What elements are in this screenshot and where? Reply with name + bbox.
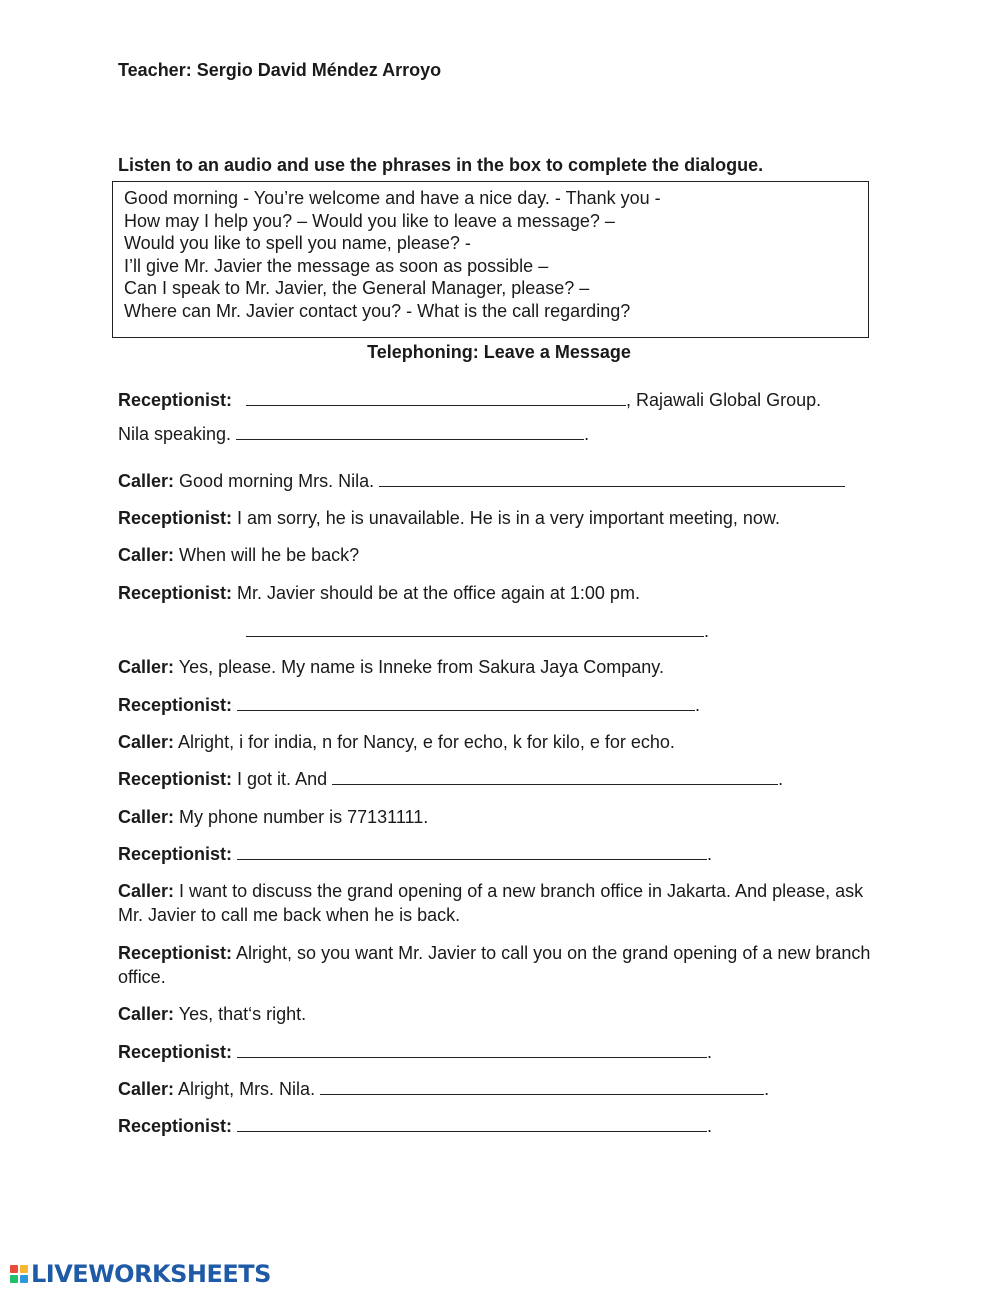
line-text: Yes, that‘s right. (178, 1004, 307, 1024)
answer-blank-10[interactable] (237, 1115, 707, 1132)
phrase-line: Good morning - You’re welcome and have a nice day. - Thank you - (124, 188, 661, 208)
logo-square (10, 1265, 18, 1273)
dialogue-line-11 (118, 768, 783, 790)
line-text: , Rajawali Global Group. (626, 390, 822, 410)
speaker-caller: Caller: (118, 732, 175, 752)
dialogue-line-19 (118, 1115, 712, 1137)
dialogue-line-4 (118, 507, 780, 529)
period: . (707, 1042, 713, 1062)
line-text: I am sorry, he is unavailable. He is in a very important meeting, now. (237, 508, 780, 528)
dialogue-line-1 (118, 389, 821, 411)
answer-blank-9[interactable] (320, 1078, 764, 1095)
instructions: Listen to an audio and use the phrases in the box to complete the dialogue. (118, 155, 764, 175)
teacher-name: Teacher: Sergio David Méndez Arroyo (118, 60, 442, 80)
dialogue-line-12 (118, 806, 428, 828)
answer-blank-4[interactable] (246, 620, 704, 637)
speaker-receptionist: Receptionist: (118, 1116, 233, 1136)
speaker-receptionist: Receptionist: (118, 583, 233, 603)
dialogue-line-7 (246, 620, 709, 642)
speaker-receptionist: Receptionist: (118, 769, 233, 789)
period: . (778, 769, 784, 789)
answer-blank-3[interactable] (379, 470, 845, 487)
line-text: I want to discuss the grand opening of a new branch office in Jakarta. And please, ask Mr. Javier to call me back when he is back. (118, 881, 864, 925)
speaker-receptionist: Receptionist: (118, 695, 233, 715)
phrase-line: How may I help you? – Would you like to leave a message? – (124, 210, 615, 231)
line-text: Alright, so you want Mr. Javier to call you on the grand opening of a new branch office. (118, 943, 871, 987)
phrase-line: Where can Mr. Javier contact you? - What is the call regarding? (124, 300, 631, 321)
line-text: When will he be back? (179, 545, 360, 565)
speaker-receptionist: Receptionist: (118, 844, 233, 864)
dialogue-line-5 (118, 544, 359, 566)
dialogue-line-15 (118, 941, 893, 989)
speaker-caller: Caller: (118, 1079, 175, 1099)
period: . (764, 1079, 770, 1099)
line-text: Yes, please. My name is Inneke from Sakura Jaya Company. (178, 657, 664, 677)
speaker-caller: Caller: (118, 471, 175, 491)
speaker-receptionist: Receptionist: (118, 390, 233, 410)
dialogue-line-10 (118, 731, 675, 753)
dialogue-line-6 (118, 582, 640, 604)
phrase-box (112, 181, 869, 338)
phrase-line: Can I speak to Mr. Javier, the General Manager, please? – (124, 278, 590, 299)
speaker-caller: Caller: (118, 545, 175, 565)
period: . (707, 844, 713, 864)
line-text: Good morning Mrs. Nila. (179, 471, 375, 491)
line-text: I got it. And (237, 769, 328, 789)
line-text: Alright, i for india, n for Nancy, e for echo, k for kilo, e for echo. (178, 732, 675, 752)
dialogue-line-9 (118, 694, 700, 716)
answer-blank-2[interactable] (236, 423, 584, 440)
period: . (707, 1116, 713, 1136)
dialogue-line-16 (118, 1003, 306, 1025)
speaker-receptionist: Receptionist: (118, 943, 233, 963)
logo-text: LIVEWORKSHEETS (31, 1260, 271, 1288)
line-text: Alright, Mrs. Nila. (178, 1079, 316, 1099)
dialogue-line-8 (118, 656, 664, 678)
answer-blank-5[interactable] (237, 694, 695, 711)
speaker-receptionist: Receptionist: (118, 508, 233, 528)
logo-icon (10, 1265, 28, 1283)
line-text: Mr. Javier should be at the office again at 1:00 pm. (237, 583, 640, 603)
answer-blank-6[interactable] (332, 768, 778, 785)
speaker-caller: Caller: (118, 1004, 175, 1024)
dialogue-line-14 (118, 879, 888, 927)
phrase-line: Would you like to spell you name, please? - (124, 233, 471, 254)
period: . (704, 621, 710, 641)
dialogue-line-13 (118, 843, 712, 865)
dialogue-line-2 (118, 423, 589, 445)
logo-square (20, 1275, 28, 1283)
dialogue-line-17 (118, 1041, 712, 1063)
speaker-caller: Caller: (118, 657, 175, 677)
line-text: Nila speaking. (118, 424, 232, 444)
answer-blank-1[interactable] (246, 389, 626, 406)
speaker-caller: Caller: (118, 807, 175, 827)
logo-square (20, 1265, 28, 1273)
period: . (695, 695, 701, 715)
dialogue-line-3 (118, 470, 845, 492)
speaker-caller: Caller: (118, 881, 175, 901)
dialogue-line-18 (118, 1078, 769, 1100)
answer-blank-8[interactable] (237, 1041, 707, 1058)
liveworksheets-logo[interactable] (10, 1260, 271, 1288)
phrase-line: I’ll give Mr. Javier the message as soon as possible – (124, 255, 549, 276)
period: . (584, 424, 590, 444)
dialogue-title: Telephoning: Leave a Message (367, 342, 631, 362)
speaker-receptionist: Receptionist: (118, 1042, 233, 1062)
logo-square (10, 1275, 18, 1283)
line-text: My phone number is 77131111. (179, 807, 429, 827)
answer-blank-7[interactable] (237, 843, 707, 860)
